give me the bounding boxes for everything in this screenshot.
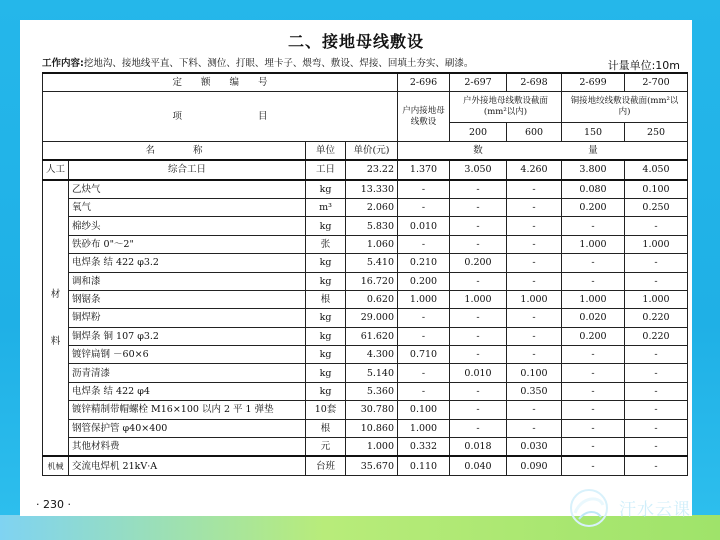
quantity-cell: - — [450, 235, 507, 253]
quantity-cell: - — [450, 401, 507, 419]
table-row — [43, 382, 688, 400]
price-cell: 4.300 — [346, 346, 398, 364]
quantity-cell: - — [562, 401, 625, 419]
quantity-label-2: 量 — [562, 141, 625, 160]
table-row — [43, 198, 688, 216]
unit-cell: kg — [306, 346, 346, 364]
quantity-cell: 0.080 — [562, 180, 625, 199]
quantity-cell: - — [625, 382, 688, 400]
quantity-cell: 1.000 — [625, 235, 688, 253]
unit-cell: 工日 — [306, 160, 346, 179]
quantity-cell: - — [450, 327, 507, 345]
quantity-cell: 1.000 — [507, 290, 562, 308]
quantity-cell: 0.220 — [625, 327, 688, 345]
quantity-cell: - — [562, 254, 625, 272]
quota-number-label: 定 额 编 号 — [43, 73, 398, 92]
quantity-cell: 0.210 — [398, 254, 450, 272]
quantity-cell: - — [398, 180, 450, 199]
brand-logo — [563, 485, 713, 530]
quantity-cell: 1.000 — [398, 419, 450, 437]
resource-name: 氧气 — [69, 198, 306, 216]
quantity-cell: 0.200 — [398, 272, 450, 290]
quantity-cell: - — [507, 180, 562, 199]
quantity-cell: - — [562, 217, 625, 235]
group-header-row — [43, 92, 688, 123]
quantity-cell: 0.350 — [507, 382, 562, 400]
table-row — [43, 346, 688, 364]
quantity-cell: - — [625, 456, 688, 475]
quantity-cell: - — [398, 382, 450, 400]
quantity-cell: - — [450, 180, 507, 199]
table-row — [43, 160, 688, 179]
quantity-cell: - — [562, 364, 625, 382]
resource-name: 电焊条 结 422 φ3.2 — [69, 254, 306, 272]
unit-cell: kg — [306, 254, 346, 272]
price-cell: 0.620 — [346, 290, 398, 308]
quantity-cell: - — [398, 235, 450, 253]
quantity-cell: - — [450, 272, 507, 290]
quantity-cell: - — [450, 346, 507, 364]
table-row — [43, 419, 688, 437]
table-row — [43, 235, 688, 253]
quantity-cell: - — [562, 419, 625, 437]
unit-cell: kg — [306, 217, 346, 235]
price-cell: 29.000 — [346, 309, 398, 327]
resource-name: 电焊条 结 422 φ4 — [69, 382, 306, 400]
column-header-row — [43, 141, 688, 160]
table-row — [43, 254, 688, 272]
quota-table — [42, 72, 688, 476]
quantity-cell: - — [398, 364, 450, 382]
quantity-cell: - — [562, 456, 625, 475]
quantity-cell: - — [625, 272, 688, 290]
page-title: 二、接地母线敷设 — [287, 32, 424, 51]
resource-name: 其他材料费 — [69, 438, 306, 457]
quantity-cell: - — [507, 346, 562, 364]
unit-cell: kg — [306, 364, 346, 382]
group-copper: 铜接地绞线敷设截面(mm²以内) — [562, 92, 688, 123]
resource-name: 镀锌精制带帽螺栓 M16×100 以内 2 平 1 弹垫 — [69, 401, 306, 419]
quantity-cell: 0.100 — [398, 401, 450, 419]
quantity-cell: 3.050 — [450, 160, 507, 179]
price-cell: 16.720 — [346, 272, 398, 290]
group-outdoor: 户外接地母线敷设截面(mm²以内) — [450, 92, 562, 123]
quantity-cell: 1.370 — [398, 160, 450, 179]
unit-cell: 根 — [306, 419, 346, 437]
quantity-cell: 4.260 — [507, 160, 562, 179]
quantity-cell: - — [625, 438, 688, 457]
code-cell: 2-699 — [562, 73, 625, 92]
resource-name: 钢锯条 — [69, 290, 306, 308]
quantity-cell: - — [625, 401, 688, 419]
quantity-cell: - — [562, 382, 625, 400]
quantity-label: 数 — [450, 141, 507, 160]
quantity-cell: 0.010 — [450, 364, 507, 382]
quantity-cell: - — [507, 401, 562, 419]
unit-cell: 10套 — [306, 401, 346, 419]
work-content-text: 挖地沟、接地线平直、下料、测位、打眼、埋卡子、煨弯、敷设、焊接、回填土夯实、刷漆。 — [83, 58, 474, 69]
group-indoor: 户内接地母线敷设 — [398, 92, 450, 141]
section-cell: 600 — [507, 123, 562, 141]
resource-name: 棉纱头 — [69, 217, 306, 235]
resource-name: 综合工日 — [69, 160, 306, 179]
category-material-char2: 料 — [50, 335, 61, 347]
unit-cell: m³ — [306, 198, 346, 216]
price-cell: 1.060 — [346, 235, 398, 253]
work-content-label: 工作内容: — [42, 58, 84, 69]
table-row — [43, 438, 688, 457]
table-row — [43, 327, 688, 345]
quantity-cell: - — [625, 364, 688, 382]
quantity-cell: - — [450, 419, 507, 437]
quantity-cell: - — [398, 198, 450, 216]
table-row — [43, 309, 688, 327]
work-content-line — [42, 55, 473, 69]
quantity-cell: 1.000 — [398, 290, 450, 308]
price-cell: 30.780 — [346, 401, 398, 419]
category-labor: 人工 — [43, 160, 69, 179]
quota-code-row — [43, 73, 688, 92]
quantity-cell: - — [625, 419, 688, 437]
table-row — [43, 272, 688, 290]
quantity-cell: - — [625, 217, 688, 235]
code-cell: 2-700 — [625, 73, 688, 92]
price-cell: 23.22 — [346, 160, 398, 179]
quantity-cell: - — [507, 254, 562, 272]
price-column-header: 单价(元) — [346, 141, 398, 160]
unit-cell: 张 — [306, 235, 346, 253]
quantity-cell: - — [507, 217, 562, 235]
price-cell: 10.860 — [346, 419, 398, 437]
section-cell: 250 — [625, 123, 688, 141]
page-number: · 230 · — [36, 498, 71, 511]
section-cell: 150 — [562, 123, 625, 141]
table-row — [43, 290, 688, 308]
quantity-cell: 0.030 — [507, 438, 562, 457]
quantity-cell: 0.110 — [398, 456, 450, 475]
quantity-cell: 1.000 — [562, 290, 625, 308]
quantity-cell: - — [625, 346, 688, 364]
logo-text: 汗水云课 — [619, 500, 691, 520]
unit-cell: 根 — [306, 290, 346, 308]
unit-cell: kg — [306, 180, 346, 199]
quantity-cell: 0.100 — [507, 364, 562, 382]
quantity-cell: 0.020 — [562, 309, 625, 327]
quantity-cell: - — [507, 419, 562, 437]
code-cell: 2-697 — [450, 73, 507, 92]
quantity-cell: - — [450, 309, 507, 327]
table-row — [43, 180, 688, 199]
quantity-cell: 0.018 — [450, 438, 507, 457]
quantity-cell: 3.800 — [562, 160, 625, 179]
table-body — [43, 160, 688, 475]
item-label: 项 目 — [43, 92, 398, 141]
category-material-char1: 材 — [50, 288, 61, 300]
unit-cell: 元 — [306, 438, 346, 457]
code-cell: 2-696 — [398, 73, 450, 92]
quantity-cell: 0.710 — [398, 346, 450, 364]
resource-name: 铜焊粉 — [69, 309, 306, 327]
quantity-cell: 0.010 — [398, 217, 450, 235]
table-row — [43, 217, 688, 235]
quantity-cell: - — [562, 438, 625, 457]
unit-label: 计量单位:10m — [607, 59, 680, 72]
price-cell: 5.410 — [346, 254, 398, 272]
resource-name: 乙炔气 — [69, 180, 306, 199]
price-cell: 1.000 — [346, 438, 398, 457]
quantity-cell: - — [507, 198, 562, 216]
quantity-cell: 0.200 — [562, 327, 625, 345]
category-material — [43, 180, 69, 457]
quantity-cell: 1.000 — [625, 290, 688, 308]
unit-column-header: 单位 — [306, 141, 346, 160]
resource-name: 铜焊条 铜 107 φ3.2 — [69, 327, 306, 345]
resource-name: 镀锌扁钢 －60×6 — [69, 346, 306, 364]
quantity-cell: 1.000 — [450, 290, 507, 308]
resource-name: 沥青清漆 — [69, 364, 306, 382]
unit-cell: kg — [306, 272, 346, 290]
swirl-logo-icon — [563, 485, 619, 530]
quantity-cell: 0.332 — [398, 438, 450, 457]
quantity-cell: - — [562, 346, 625, 364]
quantity-cell: - — [398, 327, 450, 345]
quantity-cell: 0.100 — [625, 180, 688, 199]
quantity-cell: - — [507, 309, 562, 327]
category-machine: 机械 — [43, 456, 69, 475]
unit-cell: kg — [306, 327, 346, 345]
section-cell: 200 — [450, 123, 507, 141]
quantity-cell: - — [507, 235, 562, 253]
quantity-cell: 0.040 — [450, 456, 507, 475]
price-cell: 2.060 — [346, 198, 398, 216]
table-row — [43, 364, 688, 382]
quantity-cell: 0.200 — [450, 254, 507, 272]
price-cell: 5.140 — [346, 364, 398, 382]
quantity-cell: - — [450, 382, 507, 400]
quantity-cell: 0.200 — [562, 198, 625, 216]
quantity-cell: 0.090 — [507, 456, 562, 475]
quantity-cell: 4.050 — [625, 160, 688, 179]
quantity-cell: - — [450, 198, 507, 216]
quantity-cell: 0.250 — [625, 198, 688, 216]
quantity-cell: - — [507, 272, 562, 290]
quantity-cell: - — [507, 327, 562, 345]
resource-name: 调和漆 — [69, 272, 306, 290]
quantity-cell: - — [450, 217, 507, 235]
quantity-cell: 0.220 — [625, 309, 688, 327]
price-cell: 61.620 — [346, 327, 398, 345]
name-column-header: 名 称 — [43, 141, 306, 160]
unit-cell: kg — [306, 309, 346, 327]
code-cell: 2-698 — [507, 73, 562, 92]
price-cell: 5.830 — [346, 217, 398, 235]
table-row — [43, 401, 688, 419]
quantity-cell: 1.000 — [562, 235, 625, 253]
resource-name: 交流电焊机 21kV·A — [69, 456, 306, 475]
document-page — [20, 20, 692, 516]
quantity-cell: - — [562, 272, 625, 290]
quantity-cell: - — [398, 309, 450, 327]
resource-name: 钢管保护管 φ40×400 — [69, 419, 306, 437]
price-cell: 5.360 — [346, 382, 398, 400]
unit-cell: 台班 — [306, 456, 346, 475]
table-row — [43, 456, 688, 475]
resource-name: 铁砂布 0"～2" — [69, 235, 306, 253]
price-cell: 13.330 — [346, 180, 398, 199]
unit-cell: kg — [306, 382, 346, 400]
quantity-cell: - — [625, 254, 688, 272]
price-cell: 35.670 — [346, 456, 398, 475]
